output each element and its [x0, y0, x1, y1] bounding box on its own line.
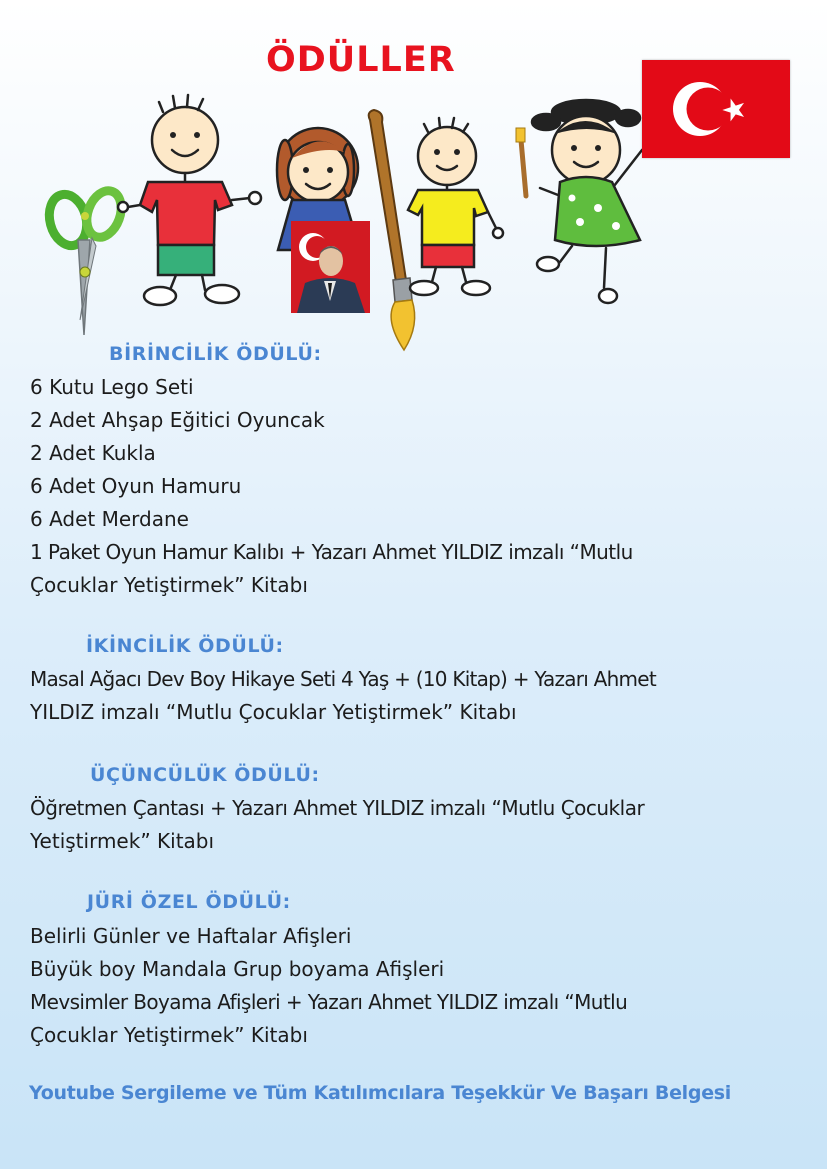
- scissors-icon: [44, 186, 127, 335]
- list-item: Çocuklar Yetiştirmek” Kitabı: [30, 1023, 308, 1047]
- paintbrush-icon: [369, 110, 415, 350]
- list-item: 6 Adet Merdane: [30, 507, 189, 531]
- list-item: YILDIZ imzalı “Mutlu Çocuklar Yetiştirmek” Kitabı: [30, 700, 517, 724]
- list-item: 2 Adet Kukla: [30, 441, 156, 465]
- boy-yellow-shirt-icon: [408, 118, 503, 295]
- second-prize-heading: İKİNCİLİK ÖDÜLÜ:: [86, 635, 284, 657]
- list-item: Büyük boy Mandala Grup boyama Afişleri: [30, 957, 445, 981]
- girl-green-dress-icon: [516, 100, 642, 303]
- jury-prize-heading: JÜRİ ÖZEL ÖDÜLÜ:: [87, 891, 291, 913]
- list-item: 1 Paket Oyun Hamur Kalıbı + Yazarı Ahmet YILDIZ imzalı “Mutlu: [30, 540, 633, 564]
- first-prize-heading: BİRİNCİLİK ÖDÜLÜ:: [109, 343, 322, 365]
- ataturk-portrait-icon: [291, 221, 370, 313]
- page-title: ÖDÜLLER: [266, 40, 456, 80]
- list-item: 2 Adet Ahşap Eğitici Oyuncak: [30, 408, 325, 432]
- list-item: Belirli Günler ve Haftalar Afişleri: [30, 924, 352, 948]
- list-item: Öğretmen Çantası + Yazarı Ahmet YILDIZ imzalı “Mutlu Çocuklar: [30, 796, 645, 820]
- list-item: 6 Adet Oyun Hamuru: [30, 474, 242, 498]
- children-illustration: [0, 0, 827, 360]
- list-item: Yetiştirmek” Kitabı: [30, 829, 215, 853]
- list-item: Masal Ağacı Dev Boy Hikaye Seti 4 Yaş + (10 Kitap) + Yazarı Ahmet: [30, 667, 656, 691]
- list-item: Çocuklar Yetiştirmek” Kitabı: [30, 573, 308, 597]
- list-item: Mevsimler Boyama Afişleri + Yazarı Ahmet YILDIZ imzalı “Mutlu: [30, 990, 628, 1014]
- turkish-flag-icon: [642, 60, 790, 158]
- boy-figure-icon: [118, 95, 261, 305]
- third-prize-heading: ÜÇÜNCÜLÜK ÖDÜLÜ:: [90, 764, 320, 786]
- footer-certificate-note: Youtube Sergileme ve Tüm Katılımcılara Teşekkür Ve Başarı Belgesi: [29, 1082, 731, 1104]
- list-item: 6 Kutu Lego Seti: [30, 375, 194, 399]
